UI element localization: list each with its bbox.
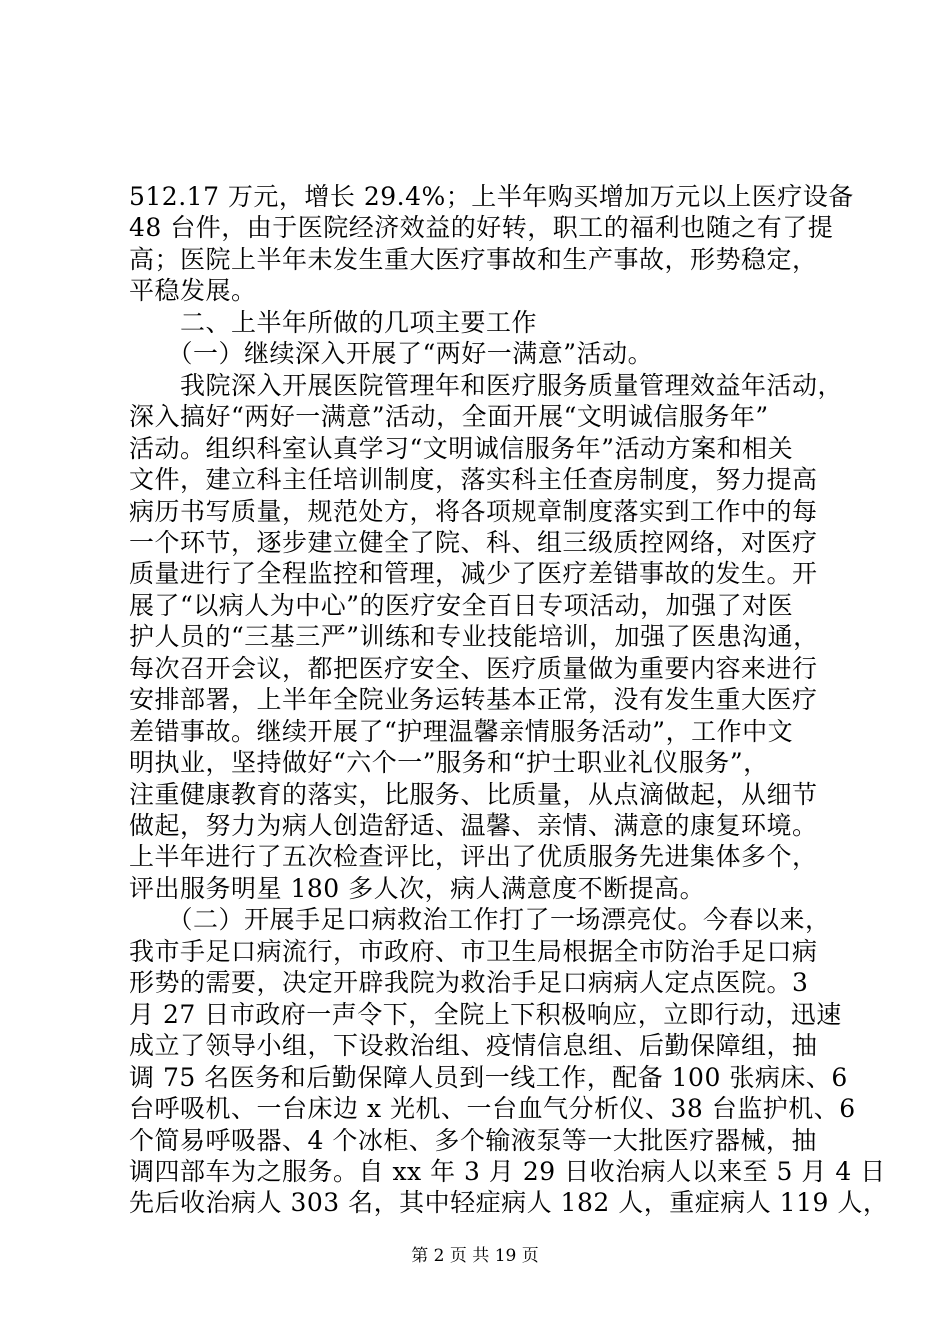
text-line: 一个环节，逐步建立健全了院、科、组三级质控网络，对医疗 xyxy=(129,527,818,557)
text-line: 活动。组织科室认真学习“文明诚信服务年”活动方案和相关 xyxy=(129,433,794,463)
text-line: 差错事故。继续开展了“护理温馨亲情服务活动”，工作中文 xyxy=(129,716,794,746)
text-line: 个简易呼吸器、4 个冰柜、多个输液泵等一大批医疗器械，抽 xyxy=(129,1125,817,1155)
text-line: 质量进行了全程监控和管理，减少了医疗差错事故的发生。开 xyxy=(129,559,818,589)
text-line: 先后收治病人 303 名，其中轻症病人 182 人，重症病人 119 人， xyxy=(129,1188,889,1218)
text-line: 平稳发展。 xyxy=(129,276,257,306)
text-line: 512.17 万元，增长 29.4%；上半年购买增加万元以上医疗设备 xyxy=(129,182,854,211)
text-line: 48 台件，由于医院经济效益的好转，职工的福利也随之有了提 xyxy=(129,213,834,243)
text-line: 形势的需要，决定开辟我院为救治手足口病病人定点医院。3 xyxy=(129,968,809,998)
page-footer: 第 2 页 共 19 页 xyxy=(411,1246,539,1266)
text-line: 成立了领导小组，下设救治组、疫情信息组、后勤保障组，抽 xyxy=(129,1031,818,1061)
text-line: 安排部署，上半年全院业务运转基本正常，没有发生重大医疗 xyxy=(129,685,818,715)
text-line: 高；医院上半年未发生重大医疗事故和生产事故，形势稳定， xyxy=(129,244,818,274)
text-line: 调 75 名医务和后勤保障人员到一线工作，配备 100 张病床、6 xyxy=(129,1062,848,1092)
text-line: 展了“以病人为中心”的医疗安全百日专项活动，加强了对医 xyxy=(129,590,794,620)
text-line: 注重健康教育的落实，比服务、比质量，从点滴做起，从细节 xyxy=(129,779,818,809)
text-line: 文件，建立科主任培训制度，落实科主任查房制度，努力提高 xyxy=(129,465,818,495)
text-line: 明执业，坚持做好“六个一”服务和“护士职业礼仪服务”， xyxy=(129,748,769,778)
text-line: 病历书写质量，规范处方，将各项规章制度落实到工作中的每 xyxy=(129,496,818,526)
text-line: 每次召开会议，都把医疗安全、医疗质量做为重要内容来进行 xyxy=(129,653,818,683)
text-line: 评出服务明星 180 多人次，病人满意度不断提高。 xyxy=(129,873,706,903)
text-line: （一）继续深入开展了“两好一满意”活动。 xyxy=(129,339,654,369)
text-line: 台呼吸机、一台床边 x 光机、一台血气分析仪、38 台监护机、6 xyxy=(129,1094,856,1124)
text-line: 月 27 日市政府一声令下，全院上下积极响应，立即行动，迅速 xyxy=(129,999,842,1029)
text-line: （二）开展手足口病救治工作打了一场漂亮仗。今春以来， xyxy=(129,905,831,935)
text-line: 深入搞好“两好一满意”活动，全面开展“文明诚信服务年” xyxy=(129,402,769,432)
text-line: 上半年进行了五次检查评比，评出了优质服务先进集体多个， xyxy=(129,842,818,872)
text-line: 调四部车为之服务。自 xx 年 3 月 29 日收治病人以来至 5 月 4 日 xyxy=(129,1156,886,1186)
text-line: 做起，努力为病人创造舒适、温馨、亲情、满意的康复环境。 xyxy=(129,811,818,840)
text-line: 护人员的“三基三严”训练和专业技能培训，加强了医患沟通， xyxy=(129,622,819,652)
text-line: 我市手足口病流行，市政府、市卫生局根据全市防治手足口病 xyxy=(129,936,818,966)
text-line: 我院深入开展医院管理年和医疗服务质量管理效益年活动， xyxy=(129,370,844,400)
text-line: 二、上半年所做的几项主要工作 xyxy=(129,307,538,337)
